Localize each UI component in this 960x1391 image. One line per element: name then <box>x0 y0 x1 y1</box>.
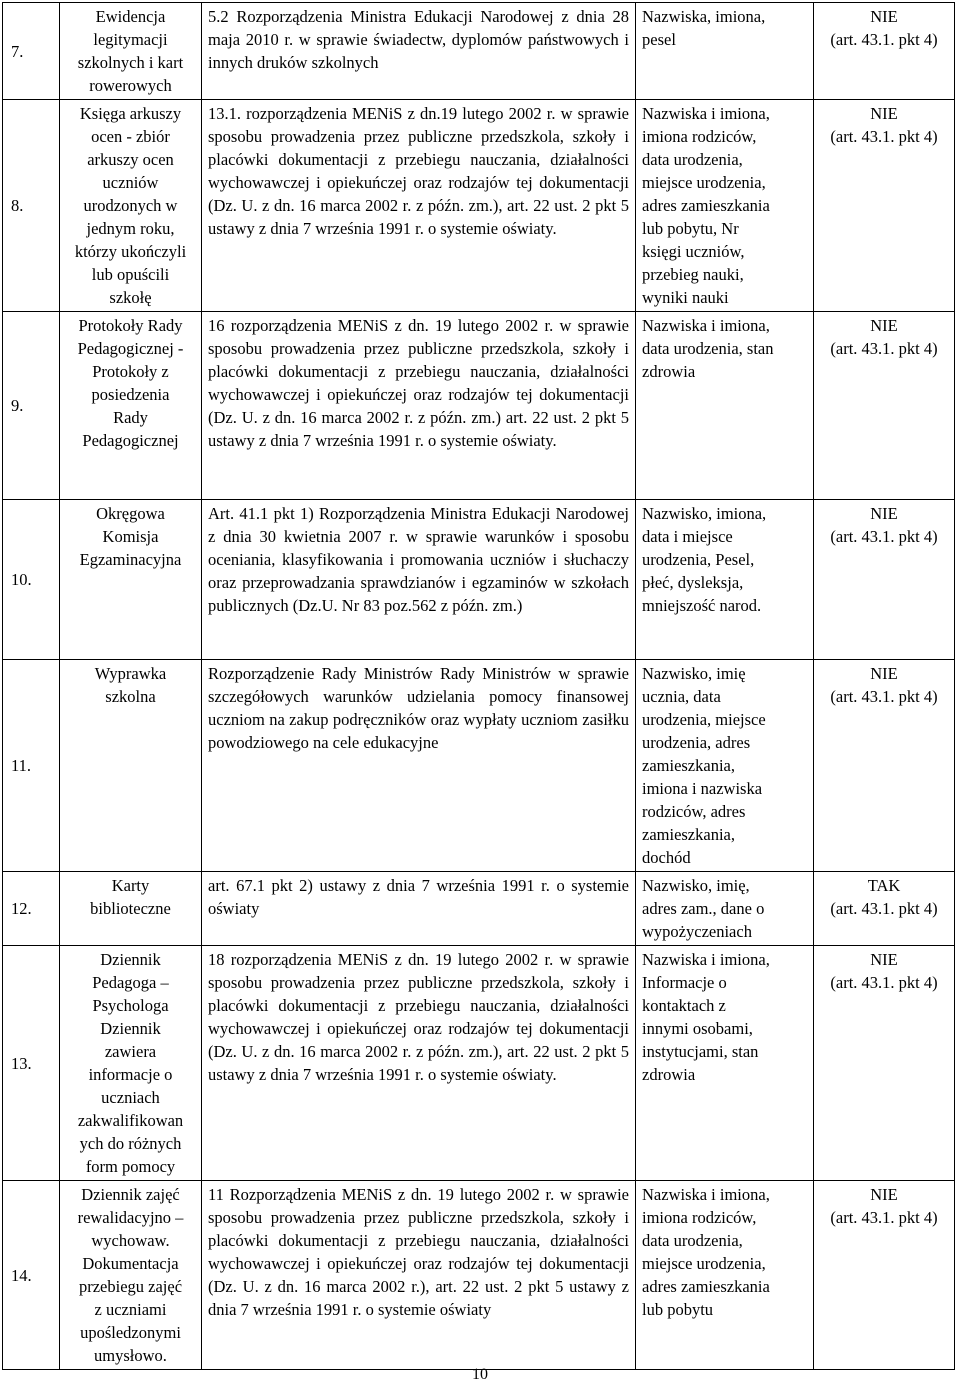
cell-line: rowerowych <box>89 76 172 95</box>
legal-basis <box>202 946 636 1181</box>
cell-line: (art. 43.1. pkt 4) <box>830 527 938 546</box>
cell-line: (art. 43.1. pkt 4) <box>830 899 938 918</box>
cell-line: Okręgowa <box>96 504 165 523</box>
cell-line: (art. 43.1. pkt 4) <box>830 687 938 706</box>
cell-line: NIE <box>870 316 898 335</box>
table-row <box>3 312 955 500</box>
cell-line: ych do różnych <box>79 1134 182 1153</box>
cell-line: data urodzenia, <box>642 150 743 169</box>
row-number: 7. <box>3 3 60 100</box>
cell-line: zawiera <box>104 1042 157 1061</box>
cell-line: NIE <box>870 504 898 523</box>
paragraph: Rozporządzenie Rady Ministrów Rady Ministrów w sprawie szczegółowych warunków udzielania pomocy finansowej uczniom na zakup podręczników oraz wypłaty uczniom zasiłku powodziowego na cele edukacyjne <box>208 664 629 752</box>
cell-line: księgi uczniów, <box>642 242 745 261</box>
cell-line: wyniki nauki <box>642 288 729 307</box>
cell-line: (art. 43.1. pkt 4) <box>830 973 938 992</box>
paragraph: 13.1. rozporządzenia MENiS z dn.19 lutego 2002 r. w sprawie sposobu prowadzenia przez publiczne przedszkola, szkoły i placówki dokumentacji z przebiegu nauczania, działalności wychowawczej i opiekuńczej oraz rodzajów tej dokumentacji (Dz. U. z dn. 16 marca 2002 r. z późn. zm.), art. 22 ust. 2 pkt 5 ustawy z dnia 7 września 1991 r. o systemie oświaty. <box>208 104 629 238</box>
cell-line: (art. 43.1. pkt 4) <box>830 30 938 49</box>
transfer-flag <box>814 312 955 500</box>
cell-line: NIE <box>870 950 898 969</box>
cell-line: legitymacji <box>93 30 168 49</box>
cell-line: Pedagoga – <box>92 973 169 992</box>
cell-line: posiedzenia <box>91 385 170 404</box>
cell-line: umysłowo. <box>94 1346 167 1365</box>
cell-line: przebieg nauki, <box>642 265 744 284</box>
cell-line: zdrowia <box>642 1065 696 1084</box>
cell-line: data urodzenia, stan <box>642 339 774 358</box>
cell-line: urodzenia, miejsce <box>642 710 766 729</box>
cell-line: NIE <box>870 104 898 123</box>
record-name <box>60 660 202 872</box>
cell-line: adres zamieszkania <box>642 1277 770 1296</box>
cell-line: (art. 43.1. pkt 4) <box>830 1208 938 1227</box>
table-row <box>3 872 955 946</box>
table-row <box>3 946 955 1181</box>
cell-line: Komisja <box>102 527 159 546</box>
record-name <box>60 312 202 500</box>
cell-line: biblioteczne <box>90 899 171 918</box>
record-name <box>60 3 202 100</box>
cell-line: lub opuścili <box>91 265 170 284</box>
paragraph: 11 Rozporządzenia MENiS z dn. 19 lutego 2002 r. w sprawie sposobu prowadzenia przez publiczne przedszkola, szkoły i placówki dokumentacji z przebiegu nauczania, działalności wychowawczej i opiekuńczej oraz rodzajów tej dokumentacji (Dz. U. z dn. 16 marca 2002 r.), art. 22 ust. 2 pkt 5 ustawy z dnia 7 września 1991 r. o systemie oświaty <box>208 1185 629 1319</box>
cell-line: Dziennik <box>100 1019 161 1038</box>
cell-line: Informacje o <box>642 973 727 992</box>
data-scope <box>636 100 814 312</box>
cell-line: Księga arkuszy <box>79 104 182 123</box>
cell-line: Nazwiska, imiona, <box>642 7 766 26</box>
data-scope <box>636 1181 814 1370</box>
cell-line: szkolna <box>105 687 156 706</box>
cell-line: Nazwiska i imiona, <box>642 104 770 123</box>
cell-line: kontaktach z <box>642 996 726 1015</box>
cell-line: zamieszkania, <box>642 756 735 775</box>
cell-line: Dziennik zajęć <box>81 1185 180 1204</box>
cell-line: zakwalifikowan <box>77 1111 184 1130</box>
cell-line: lub pobytu <box>642 1300 714 1319</box>
cell-line: zamieszkania, <box>642 825 735 844</box>
cell-line: lub pobytu, Nr <box>642 219 739 238</box>
cell-line: pesel <box>642 30 676 49</box>
cell-line: (art. 43.1. pkt 4) <box>830 127 938 146</box>
legal-basis <box>202 312 636 500</box>
cell-line: Psychologa <box>92 996 169 1015</box>
cell-line: arkuszy ocen <box>87 150 174 169</box>
cell-line: uczniach <box>101 1088 160 1107</box>
cell-line: Nazwisko, imiona, <box>642 504 767 523</box>
legal-basis <box>202 1181 636 1370</box>
cell-line: dochód <box>642 848 691 867</box>
cell-line: TAK <box>867 876 901 895</box>
transfer-flag <box>814 100 955 312</box>
cell-line: wypożyczeniach <box>642 922 752 941</box>
cell-line: Nazwisko, imię, <box>642 876 750 895</box>
cell-line: Dokumentacja <box>82 1254 179 1273</box>
cell-line: NIE <box>870 1185 898 1204</box>
record-name <box>60 1181 202 1370</box>
cell-line: Nazwisko, imię <box>642 664 746 683</box>
cell-line: Nazwiska i imiona, <box>642 316 770 335</box>
cell-line: uczniów <box>102 173 159 192</box>
cell-line: Rady <box>113 408 148 427</box>
cell-line: imiona rodziców, <box>642 127 757 146</box>
row-number: 9. <box>3 312 60 500</box>
cell-line: Pedagogicznej - <box>77 339 184 358</box>
cell-line: z uczniami <box>94 1300 167 1319</box>
cell-line: Dziennik <box>100 950 161 969</box>
legal-basis <box>202 100 636 312</box>
row-number: 10. <box>3 500 60 660</box>
table-row <box>3 660 955 872</box>
table-row <box>3 1181 955 1370</box>
cell-line: data i miejsce <box>642 527 733 546</box>
cell-line: Nazwiska i imiona, <box>642 1185 770 1204</box>
transfer-flag <box>814 500 955 660</box>
legal-basis <box>202 3 636 100</box>
records-table <box>2 2 955 1370</box>
record-name <box>60 100 202 312</box>
transfer-flag <box>814 872 955 946</box>
data-scope <box>636 946 814 1181</box>
cell-line: data urodzenia, <box>642 1231 743 1250</box>
cell-line: Wyprawka <box>94 664 167 683</box>
data-scope <box>636 500 814 660</box>
cell-line: wychowaw. <box>91 1231 170 1250</box>
cell-line: urodzenia, adres <box>642 733 751 752</box>
cell-line: Egzaminacyjna <box>79 550 182 569</box>
cell-line: upośledzonymi <box>80 1323 181 1342</box>
cell-line: miejsce urodzenia, <box>642 1254 766 1273</box>
cell-line: ucznia, data <box>642 687 721 706</box>
cell-line: (art. 43.1. pkt 4) <box>830 339 938 358</box>
cell-line: Protokoły Rady <box>78 316 183 335</box>
cell-line: mniejszość narod. <box>642 596 762 615</box>
cell-line: którzy ukończyli <box>74 242 187 261</box>
data-scope <box>636 872 814 946</box>
data-scope <box>636 312 814 500</box>
table-row <box>3 500 955 660</box>
cell-line: imiona rodziców, <box>642 1208 757 1227</box>
row-number: 14. <box>3 1181 60 1370</box>
data-scope <box>636 3 814 100</box>
legal-basis <box>202 660 636 872</box>
transfer-flag <box>814 660 955 872</box>
table-row <box>3 3 955 100</box>
row-number: 12. <box>3 872 60 946</box>
cell-line: urodzonych w <box>83 196 178 215</box>
table-row <box>3 100 955 312</box>
cell-line: informacje o <box>88 1065 173 1084</box>
cell-line: płeć, dysleksja, <box>642 573 744 592</box>
cell-line: imiona i nazwiska <box>642 779 763 798</box>
row-number: 13. <box>3 946 60 1181</box>
cell-line: jednym roku, <box>86 219 175 238</box>
paragraph: Art. 41.1 pkt 1) Rozporządzenia Ministra Edukacji Narodowej z dnia 30 kwietnia 2007 r. w sprawie warunków i sposobu oceniania, klasyfikowania i promowania uczniów i słuchaczy oraz przeprowadzania sprawdzianów i egzaminów w szkołach publicznych (Dz.U. Nr 83 poz.562 z późn. zm.) <box>208 504 629 615</box>
legal-basis <box>202 500 636 660</box>
cell-line: urodzenia, Pesel, <box>642 550 755 569</box>
transfer-flag <box>814 1181 955 1370</box>
cell-line: miejsce urodzenia, <box>642 173 766 192</box>
row-number: 11. <box>3 660 60 872</box>
cell-line: rodziców, adres <box>642 802 746 821</box>
cell-line: szkolnych i kart <box>77 53 184 72</box>
cell-line: Protokoły z <box>92 362 169 381</box>
transfer-flag <box>814 3 955 100</box>
transfer-flag <box>814 946 955 1181</box>
cell-line: instytucjami, stan <box>642 1042 759 1061</box>
record-name <box>60 872 202 946</box>
cell-line: adres zamieszkania <box>642 196 770 215</box>
legal-basis <box>202 872 636 946</box>
cell-line: Karty <box>111 876 150 895</box>
cell-line: NIE <box>870 664 898 683</box>
page-number: 10 <box>472 1366 488 1383</box>
paragraph: art. 67.1 pkt 2) ustawy z dnia 7 września 1991 r. o systemie oświaty <box>208 876 629 918</box>
cell-line: ocen - zbiór <box>91 127 170 146</box>
paragraph: 5.2 Rozporządzenia Ministra Edukacji Narodowej z dnia 28 maja 2010 r. w sprawie świadectw, dyplomów państwowych i innych druków szkolnych <box>208 7 629 72</box>
cell-line: rewalidacyjno – <box>77 1208 184 1227</box>
record-name <box>60 500 202 660</box>
cell-line: innymi osobami, <box>642 1019 753 1038</box>
cell-line: przebiegu zajęć <box>78 1277 183 1296</box>
paragraph: 16 rozporządzenia MENiS z dn. 19 lutego 2002 r. w sprawie sposobu prowadzenia przez publiczne przedszkola, szkoły i placówki dokumentacji z przebiegu nauczania, działalności wychowawczej i opiekuńczej oraz rodzajów tej dokumentacji (Dz. U. z dn. 16 marca 2002 r. z późn. zm.) art. 22 ust. 2 pkt 5 ustawy z dnia 7 września 1991 r. o systemie oświaty. <box>208 316 629 450</box>
row-number: 8. <box>3 100 60 312</box>
record-name <box>60 946 202 1181</box>
cell-line: szkołę <box>109 288 152 307</box>
cell-line: adres zam., dane o <box>642 899 765 918</box>
cell-line: NIE <box>870 7 898 26</box>
cell-line: form pomocy <box>85 1157 176 1176</box>
cell-line: zdrowia <box>642 362 696 381</box>
data-scope <box>636 660 814 872</box>
paragraph: 18 rozporządzenia MENiS z dn. 19 lutego 2002 r. w sprawie sposobu prowadzenia przez publiczne przedszkola, szkoły i placówki dokumentacji z przebiegu nauczania, działalności wychowawczej i opiekuńczej oraz rodzajów tej dokumentacji (Dz. U. z dn. 16 marca 2002 r. z późn. zm.), art. 22 ust. 2 pkt 5 ustawy z dnia 7 września 1991 r. o systemie oświaty. <box>208 950 629 1084</box>
cell-line: Ewidencja <box>95 7 166 26</box>
cell-line: Pedagogicznej <box>82 431 179 450</box>
cell-line: Nazwiska i imiona, <box>642 950 770 969</box>
